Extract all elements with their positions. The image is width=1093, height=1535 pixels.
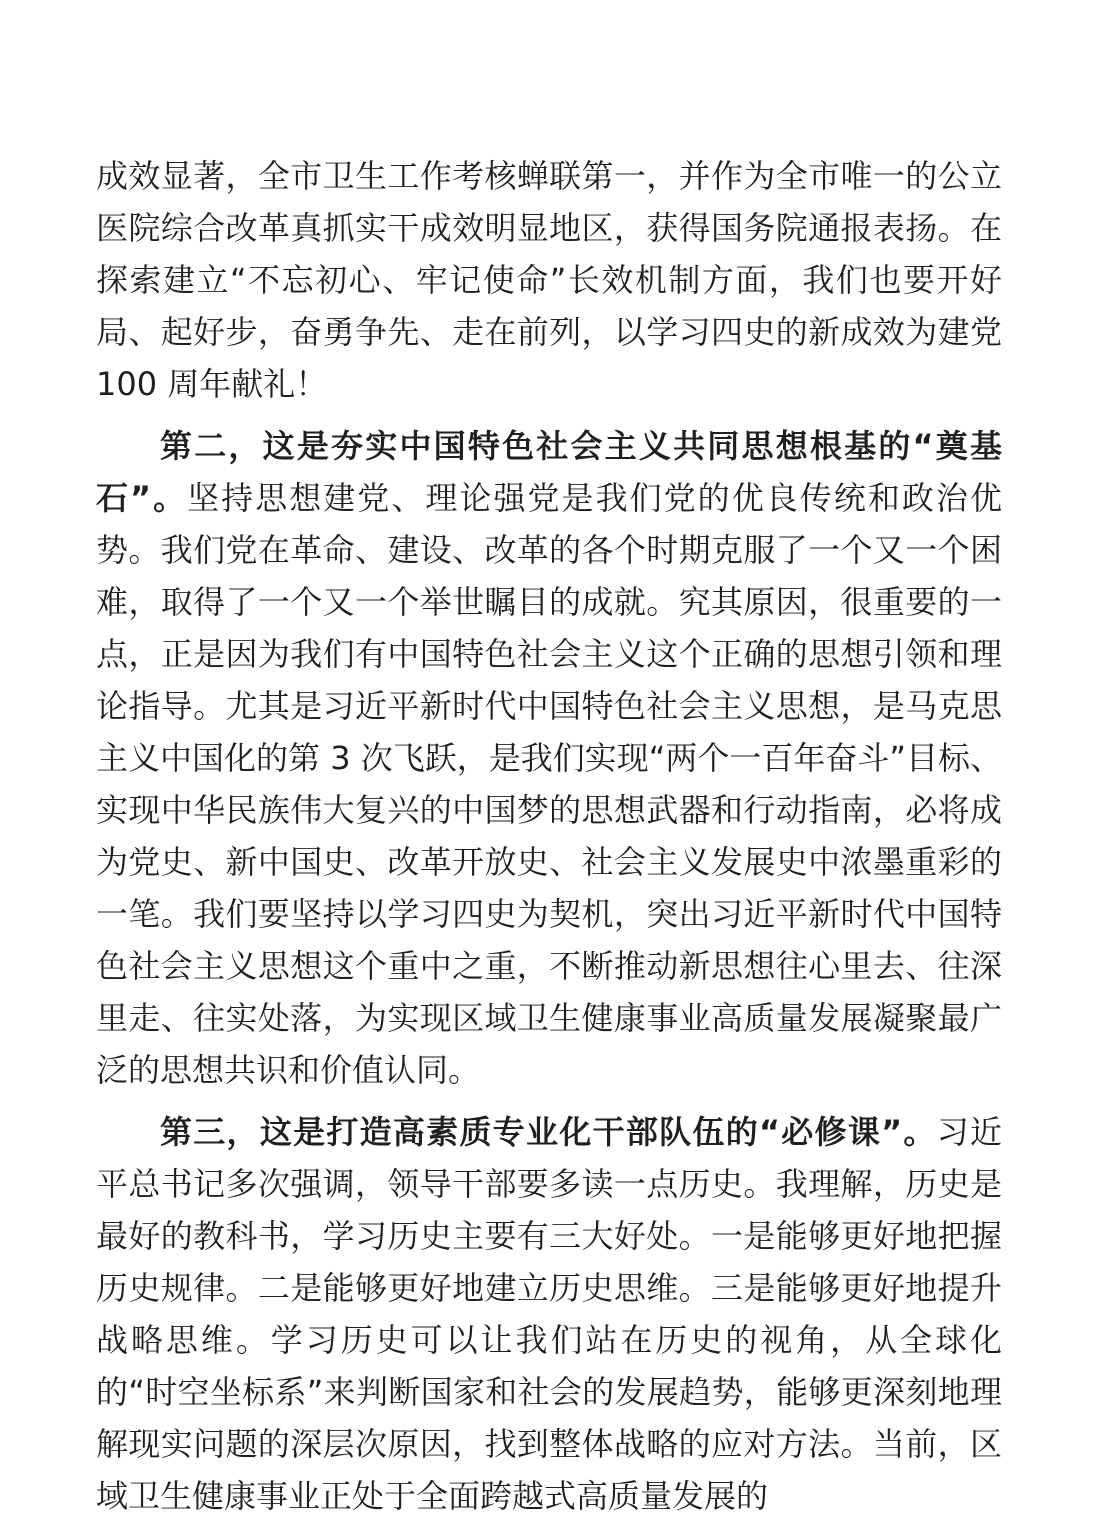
paragraph-body: 坚持思想建党、理论强党是我们党的优良传统和政治优势。我们党在革命、建设、改革的各个时期克服了一个又一个困难，取得了一个又一个举世瞩目的成就。究其原因，很重要的一点，正是因为我们有中国特色社会主义这个正确的思想引领和理论指导。尤其是习近平新时代中国特色社会主义思想，是马克思主义中国化的第 3 次飞跃，是我们实现“两个一百年奋斗”目标、实现中华民族伟大复兴的中国梦的思想武器和行动指南，必将成为党史、新中国史、改革开放史、社会主义发展史中浓墨重彩的一笔。我们要坚持以学习四史为契机，突出习近平新时代中国特色社会主义思想这个重中之重，不断推动新思想往心里去、往深里走、往实处落，为实现区域卫生健康事业高质量发展凝聚最广泛的思想共识和价值认同。 <box>96 479 1002 1089</box>
paragraph-heading: 第三，这是打造高素质专业化干部队伍的“必修课”。 <box>160 1113 937 1151</box>
document-page <box>96 150 1002 1522</box>
paragraph-heading: 第二，这是夯实中国特色社会主义共同思想根基的“奠基石”。 <box>96 427 1002 517</box>
paragraph-second-point <box>96 420 1002 1096</box>
paragraph-body: 成效显著，全市卫生工作考核蝉联第一，并作为全市唯一的公立医院综合改革真抓实干成效明显地区，获得国务院通报表扬。在探索建立“不忘初心、牢记使命”长效机制方面，我们也要开好局、起好步，奋勇争先、走在前列，以学习四史的新成效为建党 100 周年献礼！ <box>96 157 1002 403</box>
paragraph-third-point <box>96 1106 1002 1522</box>
paragraph-continued <box>96 150 1002 410</box>
paragraph-body: 习近平总书记多次强调，领导干部要多读一点历史。我理解，历史是最好的教科书，学习历史主要有三大好处。一是能够更好地把握历史规律。二是能够更好地建立历史思维。三是能够更好地提升战略思维。学习历史可以让我们站在历史的视角，从全球化的“时空坐标系”来判断国家和社会的发展趋势，能够更深刻地理解现实问题的深层次原因，找到整体战略的应对方法。当前，区域卫生健康事业正处于全面跨越式高质量发展的 <box>96 1113 1002 1515</box>
